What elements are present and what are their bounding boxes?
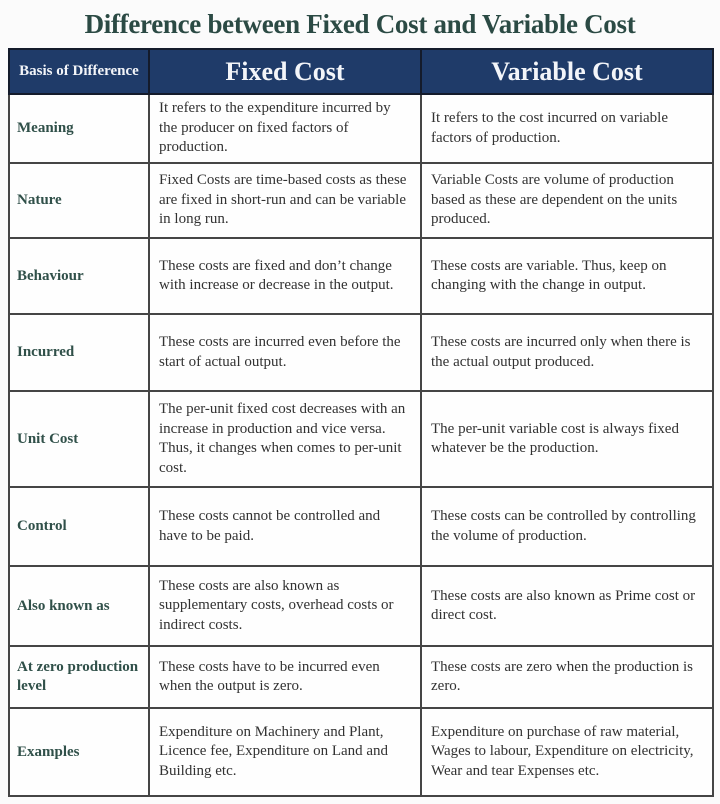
row-label: Control xyxy=(9,487,149,566)
table-row xyxy=(9,566,713,646)
row-label: Meaning xyxy=(9,94,149,163)
row-label: Also known as xyxy=(9,566,149,646)
comparison-table xyxy=(8,48,714,797)
header-row xyxy=(9,49,713,94)
page-title: Difference between Fixed Cost and Variable Cost xyxy=(84,9,636,39)
row-label: Nature xyxy=(9,163,149,238)
table-row xyxy=(9,646,713,708)
row-label: Behaviour xyxy=(9,238,149,314)
row-label: Unit Cost xyxy=(9,391,149,487)
fixed-cost-cell: These costs are also known as supplementary costs, overhead costs or indirect costs. xyxy=(149,566,421,646)
column-header-variable-cost: Variable Cost xyxy=(421,49,713,94)
table-row xyxy=(9,708,713,796)
variable-cost-cell: Variable Costs are volume of production based as these are dependent on the units produced. xyxy=(421,163,713,238)
table-row xyxy=(9,163,713,238)
table-row xyxy=(9,94,713,163)
row-label: Incurred xyxy=(9,314,149,391)
variable-cost-cell: It refers to the cost incurred on variable factors of production. xyxy=(421,94,713,163)
table-row xyxy=(9,314,713,391)
variable-cost-cell: These costs are also known as Prime cost or direct cost. xyxy=(421,566,713,646)
fixed-cost-cell: These costs have to be incurred even when the output is zero. xyxy=(149,646,421,708)
table-row xyxy=(9,391,713,487)
fixed-cost-cell: Expenditure on Machinery and Plant, Licence fee, Expenditure on Land and Building etc. xyxy=(149,708,421,796)
variable-cost-cell: These costs are zero when the production is zero. xyxy=(421,646,713,708)
variable-cost-cell: Expenditure on purchase of raw material, Wages to labour, Expenditure on electricity, Wear and tear Expenses etc. xyxy=(421,708,713,796)
fixed-cost-cell: It refers to the expenditure incurred by the producer on fixed factors of production. xyxy=(149,94,421,163)
column-header-fixed-cost: Fixed Cost xyxy=(149,49,421,94)
table-row xyxy=(9,487,713,566)
comparison-table-container xyxy=(8,48,712,797)
variable-cost-cell: These costs are incurred only when there is the actual output produced. xyxy=(421,314,713,391)
row-label: At zero production level xyxy=(9,646,149,708)
variable-cost-cell: The per-unit variable cost is always fixed whatever be the production. xyxy=(421,391,713,487)
fixed-cost-cell: These costs are incurred even before the start of actual output. xyxy=(149,314,421,391)
table-row xyxy=(9,238,713,314)
row-label: Examples xyxy=(9,708,149,796)
fixed-cost-cell: These costs are fixed and don’t change with increase or decrease in the output. xyxy=(149,238,421,314)
fixed-cost-cell: The per-unit fixed cost decreases with an increase in production and vice versa. Thus, it changes when comes to per-unit cost. xyxy=(149,391,421,487)
variable-cost-cell: These costs are variable. Thus, keep on changing with the change in output. xyxy=(421,238,713,314)
fixed-cost-cell: These costs cannot be controlled and have to be paid. xyxy=(149,487,421,566)
fixed-cost-cell: Fixed Costs are time-based costs as these are fixed in short-run and can be variable in long run. xyxy=(149,163,421,238)
column-header-basis: Basis of Difference xyxy=(9,49,149,94)
variable-cost-cell: These costs can be controlled by controlling the volume of production. xyxy=(421,487,713,566)
